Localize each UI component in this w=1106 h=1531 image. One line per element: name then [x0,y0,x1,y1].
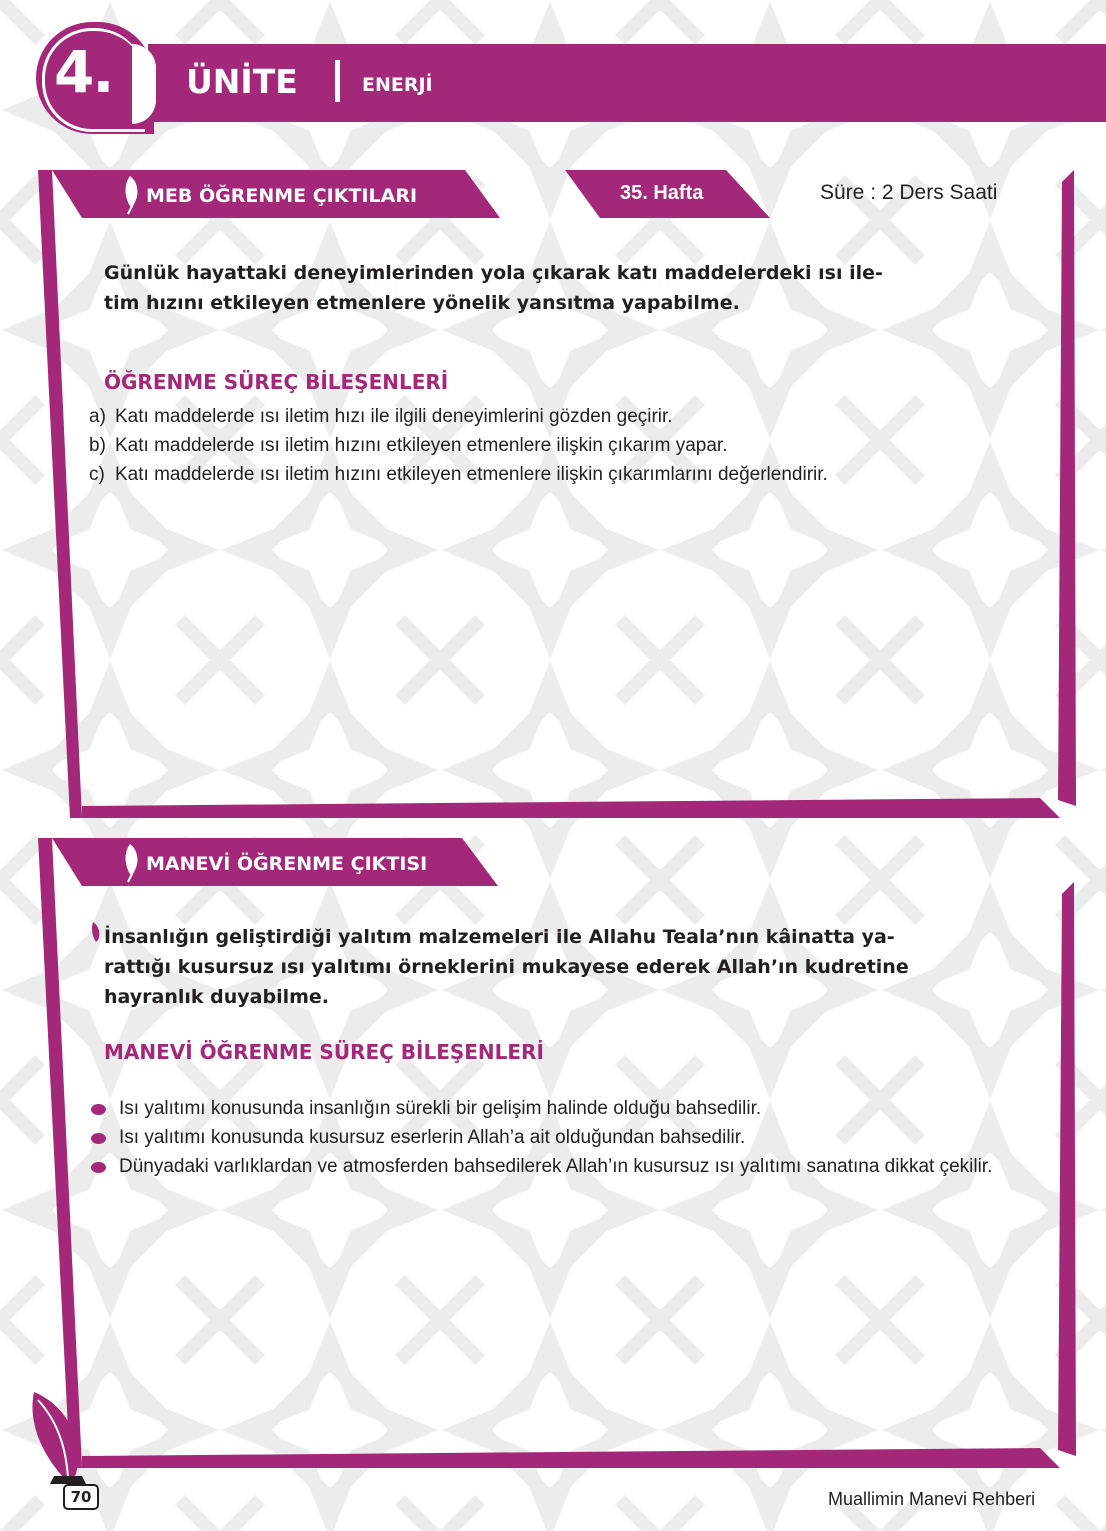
list-item-text: Katı maddelerde ısı iletim hızını etkileyen etmenlere ilişkin çıkarım yapar. [115,435,728,456]
list-item-text: Katı maddelerde ısı iletim hızını etkileyen etmenlere ilişkin çıkarımlarını değerlendirir. [115,464,828,485]
week-label: 35. Hafta [620,182,704,204]
list-item-text: Dünyadaki varlıklardan ve atmosferden bahsedilerek Allah’ın kusursuz ısı yalıtımı sanatına dikkat çekilir. [119,1156,993,1177]
meb-right-border [1058,170,1076,806]
list-marker: c) [89,464,105,485]
unit-topic: ENERJİ [362,74,433,96]
meb-outcome-line: Günlük hayattaki deneyimlerinden yola çıkarak katı maddelerdeki ısı ile- [104,262,883,284]
manevi-outcome-line: hayranlık duyabilme. [104,986,330,1008]
bullet-icon [91,1133,106,1144]
manevi-left-border [38,838,82,1468]
meb-bottom-border [82,798,1060,818]
unit-bar-notch [132,44,156,124]
manevi-right-border [1058,882,1076,1456]
meb-process-title: ÖĞRENME SÜREÇ BİLEŞENLERİ [104,370,449,394]
list-item-text: Isı yalıtımı konusunda kusursuz eserlerin Allah’a ait olduğundan bahsedilir. [119,1127,746,1148]
meb-outcome-line: tim hızını etkileyen etmenlere yönelik yansıtma yapabilme. [104,292,740,314]
unit-number: 4. [54,38,113,106]
bullet-icon [91,1104,106,1115]
meb-left-border [38,170,82,818]
bullet-icon [91,1162,106,1173]
manevi-bottom-border [82,1448,1060,1468]
duration-label: Süre : 2 Ders Saati [820,181,998,204]
page-number: 70 [63,1484,99,1510]
manevi-process-title: MANEVİ ÖĞRENME SÜREÇ BİLEŞENLERİ [104,1040,544,1064]
list-marker: a) [89,406,106,427]
meb-section-title: MEB ÖĞRENME ÇIKTILARI [146,185,418,207]
unit-label: ÜNİTE [186,62,298,101]
list-item-text: Katı maddelerde ısı iletim hızı ile ilgili deneyimlerini gözden geçirir. [115,406,673,427]
list-item [89,460,1049,489]
manevi-outcome [104,922,909,1012]
manevi-section-title: MANEVİ ÖĞRENME ÇIKTISI [146,853,428,875]
manevi-process-list [89,1094,1009,1181]
manevi-outcome-line: İnsanlığın geliştirdiği yalıtım malzemeleri ile Allahu Teala’nın kâinatta ya- [104,926,895,948]
meb-process-list [89,402,1049,489]
list-marker: b) [89,435,106,456]
meb-outcome [104,258,883,318]
list-item [89,1123,1009,1152]
header-divider [335,60,340,102]
list-item-text: Isı yalıtımı konusunda insanlığın sürekli bir gelişim halinde olduğu bahsedilir. [119,1098,762,1119]
manevi-outcome-line: rattığı kusursuz ısı yalıtımı örneklerini mukayese ederek Allah’ın kudretine [104,956,909,978]
list-item [89,402,1049,431]
list-item [89,431,1049,460]
book-title: Muallimin Manevi Rehberi [828,1489,1036,1509]
list-item [89,1094,1009,1123]
list-item [89,1152,1009,1181]
quill-icon [92,922,99,942]
